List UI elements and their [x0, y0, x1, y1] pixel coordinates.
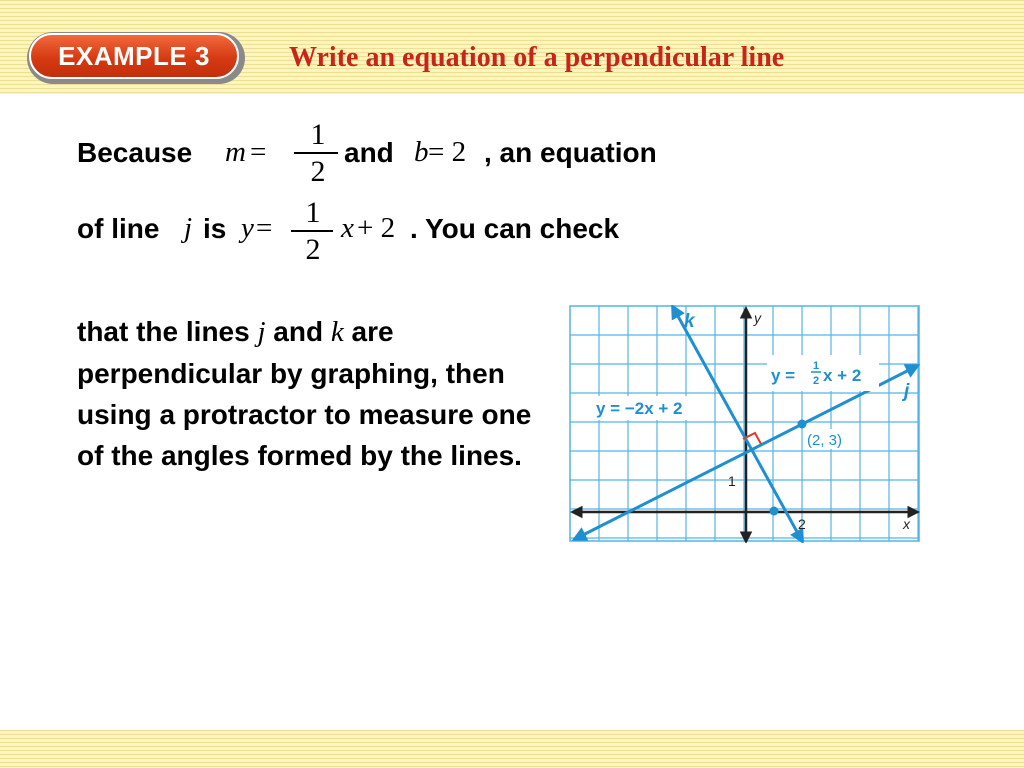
point-2-3 — [798, 420, 807, 429]
fraction-bar — [291, 230, 333, 232]
para-seg-2: and — [265, 316, 331, 347]
text-an-equation: , an equation — [484, 137, 657, 168]
y-axis-label: y — [754, 310, 761, 326]
var-j: j — [184, 212, 193, 244]
fraction-denominator: 2 — [305, 233, 321, 266]
var-y: y — [241, 212, 254, 244]
explanation-paragraph — [77, 311, 547, 476]
para-seg-3: are perpendicular by graphing, then using a protractor to measure one of the angles formed by the lines. — [77, 316, 532, 471]
point-x-intercept — [770, 507, 779, 516]
eq-j-den: 2 — [813, 375, 820, 387]
text-is: is — [203, 213, 227, 244]
text-of-line: of line — [77, 213, 160, 244]
line-k-label: k — [684, 311, 695, 332]
equals-sign: = — [250, 136, 267, 168]
fraction-numerator: 1 — [310, 118, 326, 151]
x-tick-label: 2 — [798, 516, 806, 532]
example-badge: EXAMPLE 3 — [29, 33, 239, 79]
graph-svg — [569, 305, 921, 543]
fraction-numerator: 1 — [305, 196, 321, 229]
plus-two: + 2 — [357, 212, 396, 244]
text-you-can-check: . You can check — [410, 213, 620, 244]
y-tick-label: 1 — [728, 473, 736, 489]
fraction-bar — [294, 152, 338, 154]
var-m: m — [225, 136, 246, 168]
eq-j-num: 1 — [813, 360, 820, 372]
eq-j-suffix: x + 2 — [823, 366, 862, 385]
var-b: b — [414, 136, 429, 168]
text-because: Because — [77, 137, 193, 168]
b-value: = 2 — [428, 136, 467, 168]
page-title: Write an equation of a perpendicular line — [289, 42, 785, 73]
eq-j-prefix: y = — [771, 366, 796, 385]
var-j-inline: j — [257, 316, 266, 348]
text-and: and — [344, 137, 394, 168]
para-seg-1: that the lines — [77, 316, 258, 347]
var-x: x — [341, 212, 354, 244]
coordinate-graph — [569, 305, 921, 543]
line-j-label: j — [904, 381, 910, 402]
equals-sign: = — [256, 212, 273, 244]
fraction-denominator: 2 — [310, 155, 326, 188]
var-k-inline: k — [330, 316, 344, 348]
footer-band — [0, 730, 1024, 768]
point-label: (2, 3) — [807, 432, 843, 449]
x-axis-label: x — [903, 516, 910, 532]
eq-k-label: y = −2x + 2 — [596, 399, 683, 418]
